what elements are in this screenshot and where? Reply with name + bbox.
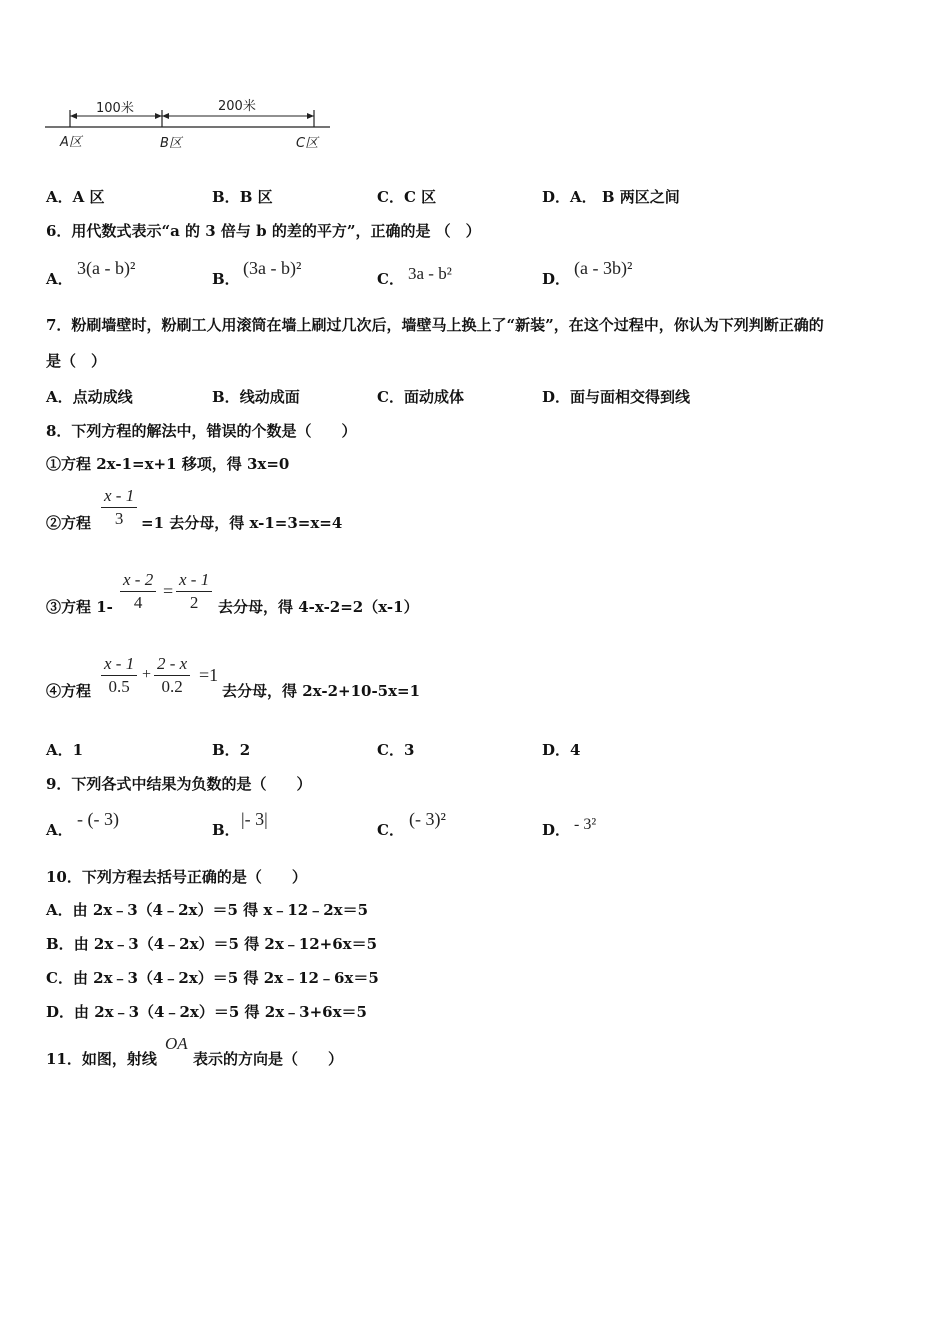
q8-item-3-suffix: 去分母，得 4-x-2=2（x-1） xyxy=(218,598,419,616)
q8-item-2-prefix: ②方程 xyxy=(46,514,92,532)
q8-item-3-fraction-2: $\frac{x - 1}{2}$ xyxy=(176,569,212,614)
q10-option-d: D．由 2x﹣3（4﹣2x）＝5 得 2x﹣3+6x＝5 xyxy=(46,1003,367,1021)
q8-item-2-suffix: =1 去分母，得 x-1=3=x=4 xyxy=(141,514,343,532)
q5-option-d: D．A． B 两区之间 xyxy=(542,188,680,206)
q10-option-c: C．由 2x﹣3（4﹣2x）＝5 得 2x﹣12﹣6x＝5 xyxy=(46,969,379,987)
q5-option-c: C．C 区 xyxy=(377,188,437,206)
q8-item-4-fraction-1: $\frac{x - 1}{0.5}$ xyxy=(101,653,137,698)
q8-option-b: B．2 xyxy=(212,741,251,759)
q7-stem-line1: 7．粉刷墙壁时，粉刷工人用滚筒在墙上刷过几次后，墙壁马上换上了“新装”，在这个过程中，你认为下列判断正确的 xyxy=(46,316,824,334)
q9-option-d-label: D． xyxy=(542,821,571,839)
label-point-c: C区 xyxy=(296,136,319,151)
q6-option-a-label: A． xyxy=(46,270,73,288)
q7-option-a: A．点动成线 xyxy=(46,388,133,406)
q9-option-a-expr: - (- 3) xyxy=(77,809,119,829)
q6-option-d-label: D． xyxy=(542,270,571,288)
q7-option-b: B．线动成面 xyxy=(212,388,300,406)
q8-item-3-prefix: ③方程 1- xyxy=(46,598,113,616)
label-point-b: B区 xyxy=(160,136,182,151)
q6-option-b-expr: (3a - b)² xyxy=(243,258,302,278)
q6-option-c-expr: 3a - b² xyxy=(408,264,452,283)
q8-item-1: ①方程 2x-1=x+1 移项，得 3x=0 xyxy=(46,455,290,473)
q8-option-c: C．3 xyxy=(377,741,415,759)
q8-item-3-fraction-1: $\frac{x - 2}{4}$ xyxy=(120,569,156,614)
q11-stem-suffix: 表示的方向是（ ） xyxy=(193,1050,344,1068)
q8-option-a: A．1 xyxy=(46,741,84,759)
q9-stem: 9．下列各式中结果为负数的是（ ） xyxy=(46,775,312,793)
q7-option-d: D．面与面相交得到线 xyxy=(542,388,691,406)
q10-option-b: B．由 2x﹣3（4﹣2x）＝5 得 2x﹣12+6x＝5 xyxy=(46,935,378,953)
q9-option-b-expr: |- 3| xyxy=(241,809,268,829)
q9-option-b-label: B． xyxy=(212,821,240,839)
q6-option-b-label: B． xyxy=(212,270,240,288)
q8-item-4-plus: + xyxy=(142,666,152,683)
q5-option-a: A．A 区 xyxy=(46,188,105,206)
q9-option-c-expr: (- 3)² xyxy=(409,809,446,829)
distance-diagram xyxy=(40,92,340,154)
q10-option-a: A．由 2x﹣3（4﹣2x）＝5 得 x﹣12﹣2x＝5 xyxy=(46,901,369,919)
q8-option-d: D．4 xyxy=(542,741,581,759)
q8-item-4-fraction-2: $\frac{2 - x}{0.2}$ xyxy=(154,653,190,698)
q6-option-d-expr: (a - 3b)² xyxy=(574,258,633,278)
q9-option-d-expr: - 3² xyxy=(574,816,597,833)
q8-item-4-prefix: ④方程 xyxy=(46,682,92,700)
q6-option-c-label: C． xyxy=(377,270,404,288)
q10-stem: 10．下列方程去括号正确的是（ ） xyxy=(46,868,307,886)
q11-stem-prefix: 11．如图，射线 xyxy=(46,1050,157,1068)
q7-option-c: C．面动成体 xyxy=(377,388,464,406)
q6-option-a-expr: 3(a - b)² xyxy=(77,258,136,278)
q9-option-a-label: A． xyxy=(46,821,73,839)
label-dist-bc: 200米 xyxy=(218,99,256,114)
q8-stem: 8．下列方程的解法中，错误的个数是（ ） xyxy=(46,422,357,440)
label-point-a: A区 xyxy=(60,135,82,150)
q8-item-4-equals: =1 xyxy=(199,665,219,685)
q9-option-c-label: C． xyxy=(377,821,404,839)
q7-stem-line2: 是（ ） xyxy=(46,352,107,370)
q8-item-4-suffix: 去分母，得 2x-2+10-5x=1 xyxy=(222,682,421,700)
q8-item-3-equals: = xyxy=(163,581,174,601)
q5-option-b: B．B 区 xyxy=(212,188,273,206)
q11-ray-label: OA xyxy=(165,1034,188,1053)
label-dist-ab: 100米 xyxy=(96,101,134,116)
q8-item-2-fraction: $\frac{x - 1}{3}$ xyxy=(101,485,137,530)
q6-stem: 6．用代数式表示“a 的 3 倍与 b 的差的平方”，正确的是 （ ） xyxy=(46,222,481,240)
